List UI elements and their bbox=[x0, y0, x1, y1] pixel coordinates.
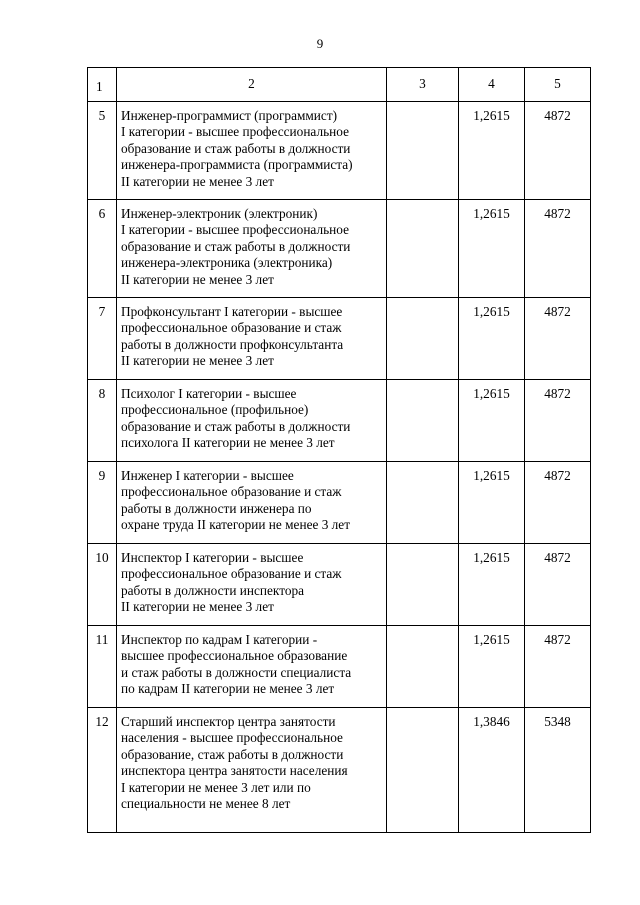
table-row bbox=[88, 102, 591, 200]
salary: 4872 bbox=[525, 626, 591, 708]
row-number: 10 bbox=[88, 544, 117, 626]
position-description: Инженер-программист (программист) I категории - высшее профессиональное образование и стаж работы в должности инженера-программиста (программиста) II категории не менее 3 лет bbox=[117, 102, 387, 200]
page-number: 9 bbox=[316, 36, 324, 51]
coefficient: 1,2615 bbox=[459, 102, 525, 200]
position-description: Инженер I категории - высшее профессиональное образование и стаж работы в должности инженера по охране труда II категории не менее 3 лет bbox=[117, 462, 387, 544]
coefficient: 1,3846 bbox=[459, 708, 525, 833]
coefficient: 1,2615 bbox=[459, 626, 525, 708]
row-number: 8 bbox=[88, 380, 117, 462]
header-cell-1: 1 bbox=[88, 68, 117, 102]
table-row bbox=[88, 462, 591, 544]
position-description: Инспектор I категории - высшее профессиональное образование и стаж работы в должности инспектора II категории не менее 3 лет bbox=[117, 544, 387, 626]
row-number: 6 bbox=[88, 200, 117, 298]
position-description: Психолог I категории - высшее профессиональное (профильное) образование и стаж работы в должности психолога II категории не менее 3 лет bbox=[117, 380, 387, 462]
table-row bbox=[88, 626, 591, 708]
row-number: 5 bbox=[88, 102, 117, 200]
salary: 5348 bbox=[525, 708, 591, 833]
table-row bbox=[88, 298, 591, 380]
salary: 4872 bbox=[525, 200, 591, 298]
header-cell-5: 5 bbox=[525, 68, 591, 102]
salary-table bbox=[87, 67, 591, 833]
salary: 4872 bbox=[525, 462, 591, 544]
table-row bbox=[88, 380, 591, 462]
header-row bbox=[88, 68, 591, 102]
coefficient: 1,2615 bbox=[459, 462, 525, 544]
header-cell-3: 3 bbox=[387, 68, 459, 102]
table-row bbox=[88, 708, 591, 833]
position-description: Инженер-электроник (электроник) I категории - высшее профессиональное образование и стаж работы в должности инженера-электроника (электроника) II категории не менее 3 лет bbox=[117, 200, 387, 298]
header-cell-4: 4 bbox=[459, 68, 525, 102]
header-cell-2: 2 bbox=[117, 68, 387, 102]
table-row bbox=[88, 544, 591, 626]
row-number: 7 bbox=[88, 298, 117, 380]
salary: 4872 bbox=[525, 298, 591, 380]
row-number: 9 bbox=[88, 462, 117, 544]
table-row bbox=[88, 200, 591, 298]
row-number: 11 bbox=[88, 626, 117, 708]
position-description: Старший инспектор центра занятости населения - высшее профессиональное образование, стаж работы в должности инспектора центра занятости населения I категории не менее 3 лет или по специальности не менее 8 лет bbox=[117, 708, 387, 833]
column-3-cell bbox=[387, 626, 459, 708]
coefficient: 1,2615 bbox=[459, 298, 525, 380]
position-description: Профконсультант I категории - высшее профессиональное образование и стаж работы в должности профконсультанта II категории не менее 3 лет bbox=[117, 298, 387, 380]
column-3-cell bbox=[387, 708, 459, 833]
column-3-cell bbox=[387, 380, 459, 462]
column-3-cell bbox=[387, 102, 459, 200]
coefficient: 1,2615 bbox=[459, 380, 525, 462]
coefficient: 1,2615 bbox=[459, 544, 525, 626]
coefficient: 1,2615 bbox=[459, 200, 525, 298]
column-3-cell bbox=[387, 462, 459, 544]
salary: 4872 bbox=[525, 380, 591, 462]
salary: 4872 bbox=[525, 102, 591, 200]
row-number: 12 bbox=[88, 708, 117, 833]
column-3-cell bbox=[387, 298, 459, 380]
salary: 4872 bbox=[525, 544, 591, 626]
position-description: Инспектор по кадрам I категории - высшее профессиональное образование и стаж работы в должности специалиста по кадрам II категории не менее 3 лет bbox=[117, 626, 387, 708]
column-3-cell bbox=[387, 544, 459, 626]
column-3-cell bbox=[387, 200, 459, 298]
